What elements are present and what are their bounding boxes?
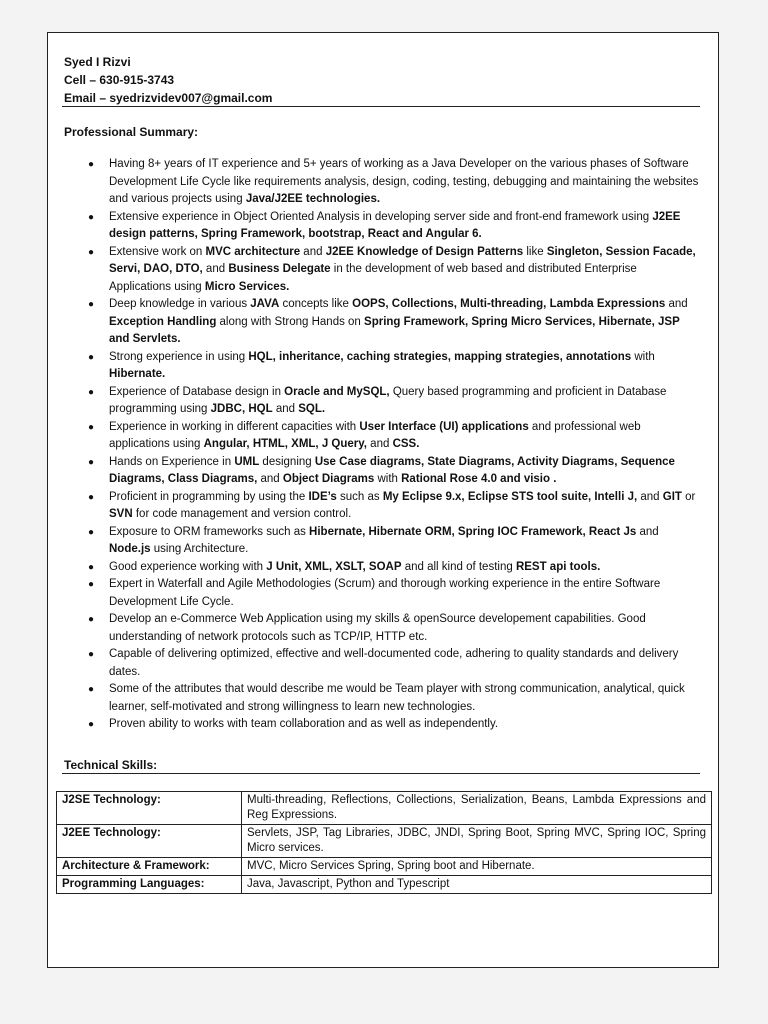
summary-text-segment: Experience of Database design in — [109, 385, 285, 398]
summary-text-segment: and all kind of testing — [401, 560, 516, 573]
skills-row — [57, 876, 712, 894]
professional-summary-title: Professional Summary: — [64, 125, 199, 139]
summary-text-segment: Extensive work on — [109, 245, 206, 258]
summary-bullet — [48, 419, 720, 454]
summary-text-segment: Some of the attributes that would describe me would be Team player with strong communication, analytical, quick learner, self-motivated and strong willingness to learn new technologies. — [109, 683, 685, 713]
skills-divider — [62, 773, 700, 774]
skill-values: Servlets, JSP, Tag Libraries, JDBC, JNDI, Spring Boot, Spring MVC, Spring IOC, Spring Micro services. — [242, 825, 712, 858]
summary-bullet — [48, 681, 720, 716]
cell-phone: Cell – 630-915-3743 — [64, 73, 175, 87]
summary-text-segment: JAVA — [250, 298, 280, 310]
bullet-dot-icon: ● — [88, 561, 95, 573]
summary-text-segment: Having 8+ years of IT experience and 5+ years of working as a Java Developer on the various phases of Software Development Life Cycle like requirements analysis, design, coding, testing, debugging and maintaining the websites and various projects using — [109, 158, 699, 205]
summary-text-segment: SVN — [109, 508, 133, 520]
summary-text-segment: Exposure to ORM frameworks such as — [109, 525, 310, 538]
bullet-dot-icon: ● — [88, 159, 95, 170]
resume-page — [47, 32, 719, 968]
email-address: Email – syedrizvidev007@gmail.com — [64, 91, 273, 105]
bullet-dot-icon: ● — [88, 386, 95, 398]
summary-text-segment: for code management and version control. — [132, 508, 352, 520]
summary-text-segment: Query based programming and proficient in Database programming using — [109, 385, 667, 415]
summary-text-segment: MVC architecture — [205, 245, 301, 258]
technical-skills-title: Technical Skills: — [64, 758, 158, 772]
summary-text-segment: IDE’s — [308, 490, 337, 503]
summary-text-segment: J Unit, XML, XSLT, SOAP — [266, 560, 402, 573]
bullet-dot-icon: ● — [88, 421, 95, 433]
summary-text-segment: Hands on Experience in — [109, 455, 235, 468]
skill-category: J2EE Technology: — [57, 825, 242, 858]
summary-text-segment: My Eclipse 9.x, Eclipse STS tool suite, Intelli J, — [382, 490, 638, 503]
summary-text-segment: and — [637, 490, 663, 503]
summary-text-segment: along with Strong Hands on — [216, 315, 365, 328]
summary-text-segment: Angular, HTML, XML, J Query, — [203, 438, 367, 450]
summary-text-segment: like — [523, 245, 547, 258]
summary-bullet — [48, 559, 720, 577]
summary-text-segment: Experience in working in different capacities with — [109, 420, 360, 433]
summary-text-segment: and — [665, 298, 688, 310]
bullet-dot-icon: ● — [88, 456, 95, 468]
summary-text-segment: in the development of web based and distributed Enterprise Applications using — [109, 263, 637, 293]
summary-text-segment: Node.js — [109, 543, 151, 555]
bullet-dot-icon: ● — [88, 719, 95, 730]
bullet-dot-icon: ● — [88, 351, 95, 363]
summary-text-segment: with — [374, 473, 402, 485]
summary-text-segment: Spring Framework, Spring Micro Services, Hibernate, JSP and Servlets. — [109, 315, 680, 345]
summary-text-segment: Java/J2EE technologies. — [245, 193, 381, 205]
bullet-dot-icon: ● — [88, 684, 95, 695]
technical-skills-table — [56, 791, 712, 894]
summary-text-segment: J2EE design patterns, Spring Framework, bootstrap, React and Angular 6. — [109, 210, 681, 240]
skill-values: Java, Javascript, Python and Typescript — [242, 876, 712, 894]
skills-row — [57, 858, 712, 876]
summary-text-segment: Extensive experience in Object Oriented Analysis in developing server side and front-end framework using — [109, 210, 653, 223]
bullet-dot-icon: ● — [88, 491, 95, 503]
summary-text-segment: Good experience working with — [109, 560, 267, 573]
bullet-dot-icon: ● — [88, 211, 95, 223]
bullet-dot-icon: ● — [88, 614, 95, 625]
summary-text-segment: Deep knowledge in various — [109, 298, 251, 310]
summary-text-segment: with — [631, 350, 655, 363]
summary-text-segment: UML — [234, 455, 260, 468]
skill-category: J2SE Technology: — [57, 792, 242, 825]
summary-text-segment: or — [681, 490, 696, 503]
skill-category: Programming Languages: — [57, 876, 242, 894]
summary-text-segment: Object Diagrams — [282, 473, 375, 485]
skill-values: Multi-threading, Reflections, Collections, Serialization, Beans, Lambda Expressions and Reg Expressions. — [242, 792, 712, 825]
summary-text-segment: CSS. — [392, 438, 420, 450]
summary-text-segment: Strong experience in using — [109, 350, 249, 363]
summary-text-segment: User Interface (UI) applications — [359, 420, 529, 433]
summary-text-segment: Micro Services. — [204, 280, 290, 293]
skill-category: Architecture & Framework: — [57, 858, 242, 876]
professional-summary-list — [48, 156, 720, 734]
summary-bullet — [48, 524, 720, 559]
summary-text-segment: JDBC, HQL — [210, 403, 273, 415]
bullet-dot-icon: ● — [88, 649, 95, 660]
summary-text-segment: OOPS, Collections, Multi-threading, Lambda Expressions — [352, 298, 666, 310]
skill-values: MVC, Micro Services Spring, Spring boot and Hibernate. — [242, 858, 712, 876]
summary-text-segment: and professional web applications using — [109, 420, 641, 450]
summary-bullet — [48, 349, 720, 384]
summary-bullet — [48, 646, 720, 681]
summary-text-segment: Develop an e-Commerce Web Application using my skills & openSource developement capabilities. Good understanding of network protocols such as TCP/IP, HTTP etc. — [109, 613, 646, 643]
summary-text-segment: Expert in Waterfall and Agile Methodologies (Scrum) and thorough working experience in the entire Software Development Life Cycle. — [109, 578, 661, 608]
summary-text-segment: and — [272, 403, 299, 415]
header-divider — [62, 106, 700, 107]
summary-bullet — [48, 454, 720, 489]
summary-bullet — [48, 611, 720, 646]
summary-bullet — [48, 489, 720, 524]
bullet-dot-icon: ● — [88, 246, 95, 258]
summary-text-segment: J2EE Knowledge of Design Patterns — [325, 245, 524, 258]
summary-text-segment: Use Case diagrams, State Diagrams, Activity Diagrams, Sequence Diagrams, Class Diagrams, — [109, 455, 675, 485]
summary-bullet — [48, 384, 720, 419]
summary-bullet — [48, 716, 720, 734]
summary-text-segment: and — [636, 525, 659, 538]
summary-text-segment: and — [366, 438, 393, 450]
summary-text-segment: Proficient in programming by using the — [109, 490, 309, 503]
summary-bullet — [48, 244, 720, 297]
summary-text-segment: Exception Handling — [109, 315, 217, 328]
summary-text-segment: Hibernate, Hibernate ORM, Spring IOC Framework, React Js — [309, 525, 637, 538]
summary-text-segment: such as — [336, 490, 383, 503]
summary-bullet — [48, 296, 720, 349]
skills-row — [57, 792, 712, 825]
summary-text-segment: designing — [259, 455, 315, 468]
summary-text-segment: and — [202, 263, 229, 275]
summary-text-segment: SQL. — [298, 403, 326, 415]
bullet-dot-icon: ● — [88, 299, 95, 310]
summary-text-segment: HQL, inheritance, caching strategies, mapping strategies, annotations — [248, 350, 632, 363]
summary-text-segment: concepts like — [279, 298, 353, 310]
summary-text-segment: GIT — [662, 490, 682, 503]
summary-bullet — [48, 209, 720, 244]
summary-text-segment: Proven ability to works with team collaboration and as well as independently. — [109, 718, 499, 730]
bullet-dot-icon: ● — [88, 579, 95, 590]
summary-bullet — [48, 576, 720, 611]
summary-bullet — [48, 156, 720, 209]
candidate-name: Syed I Rizvi — [64, 55, 131, 69]
summary-text-segment: and — [257, 473, 283, 485]
summary-text-segment: and — [300, 245, 326, 258]
summary-text-segment: REST api tools. — [515, 560, 601, 573]
summary-text-segment: Singleton, Session Facade, Servi, DAO, DTO, — [109, 245, 696, 275]
bullet-dot-icon: ● — [88, 526, 95, 538]
summary-text-segment: Business Delegate — [228, 263, 331, 275]
summary-text-segment: Hibernate. — [109, 368, 166, 380]
summary-text-segment: Capable of delivering optimized, effective and well-documented code, adhering to quality standards and delivery dates. — [109, 648, 679, 678]
summary-text-segment: Rational Rose 4.0 and visio . — [401, 473, 557, 485]
summary-text-segment: Oracle and MySQL, — [284, 385, 390, 398]
summary-text-segment: using Architecture. — [150, 543, 249, 555]
skills-row — [57, 825, 712, 858]
contact-header — [64, 53, 272, 107]
